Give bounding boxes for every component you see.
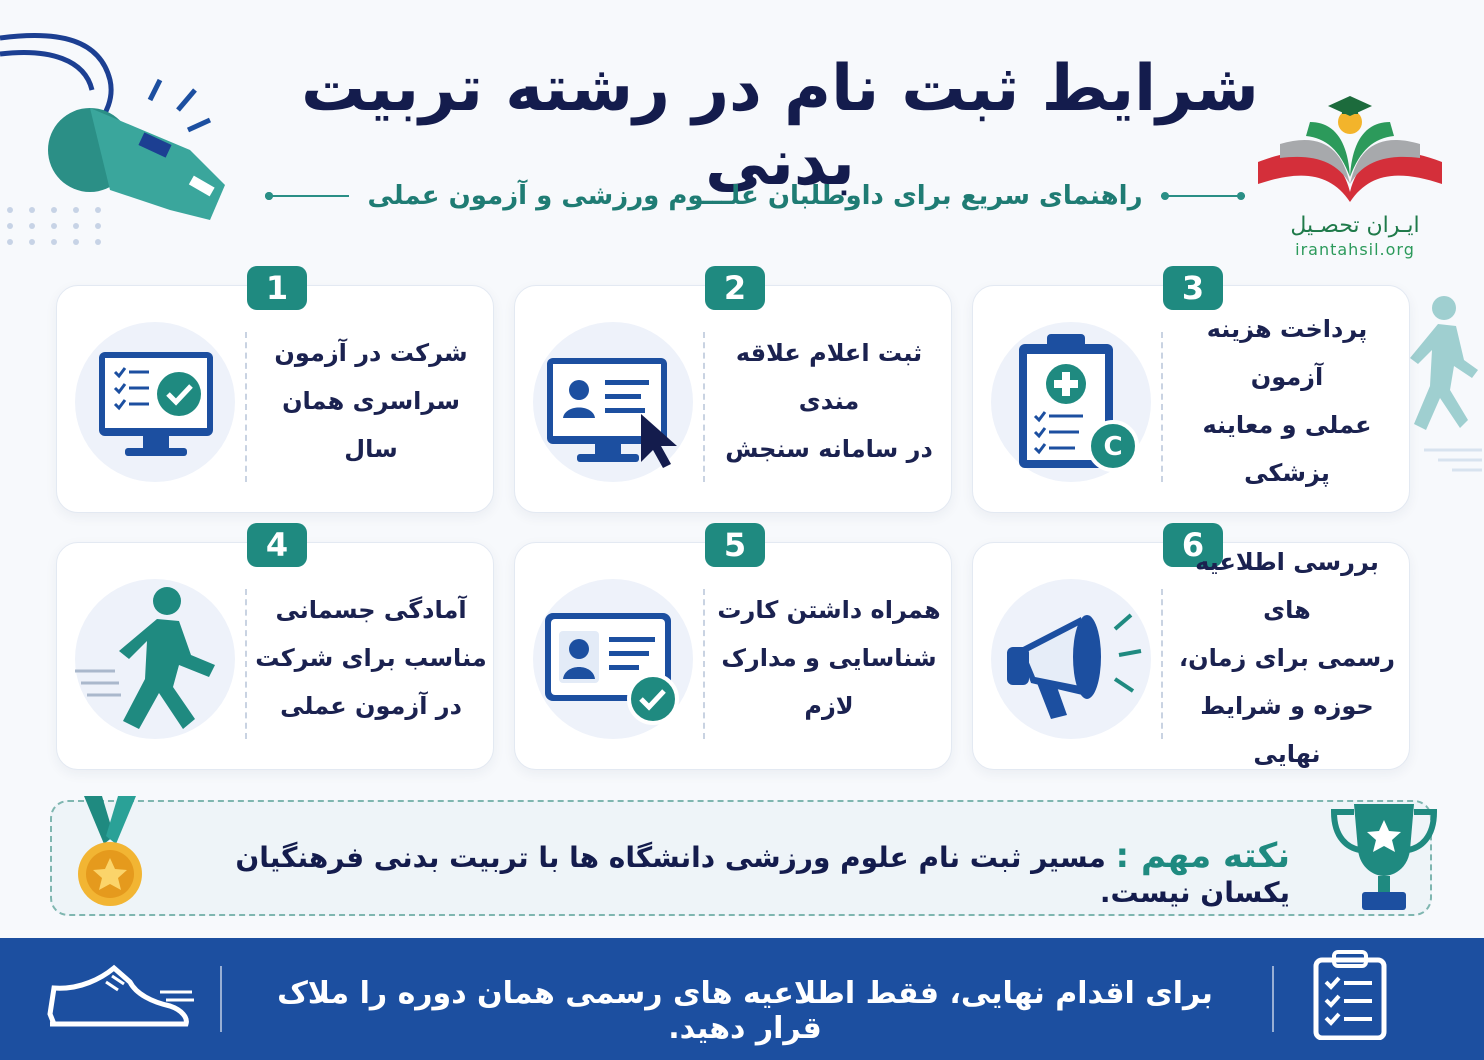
step-text-line: در آزمون عملی bbox=[280, 692, 462, 720]
monitor-checklist-icon bbox=[75, 322, 235, 482]
medical-clipboard-coin-icon bbox=[991, 322, 1151, 482]
medal-icon bbox=[70, 796, 150, 912]
step-text-line: همراه داشتن کارت bbox=[717, 596, 941, 624]
step-text-line: مناسب برای شرکت bbox=[255, 644, 487, 672]
step-text bbox=[1169, 306, 1405, 496]
svg-text:C: C bbox=[1103, 432, 1123, 462]
card-divider bbox=[1161, 589, 1163, 739]
step-icon-circle bbox=[991, 579, 1151, 739]
running-person-icon bbox=[75, 579, 235, 739]
step-card-3 bbox=[972, 269, 1410, 513]
step-text-line: آمادگی جسمانی bbox=[275, 596, 467, 624]
step-text bbox=[711, 563, 947, 753]
step-card-2 bbox=[514, 269, 952, 513]
footer-note: برای اقدام نهایی، فقط اطلاعیه های رسمی همان دوره را ملاک قرار دهید. bbox=[277, 976, 1213, 1046]
step-text-line: عملی و معاینه پزشکی bbox=[1202, 411, 1372, 487]
important-note bbox=[180, 836, 1290, 909]
subtitle-bar bbox=[265, 176, 1245, 216]
step-text-line: حوزه و شرایط نهایی bbox=[1200, 692, 1374, 768]
step-text-line: بررسی اطلاعیه های bbox=[1195, 548, 1379, 624]
page-subtitle: راهنمای سریع برای داوطلبان علـــوم ورزشی و آزمون عملی bbox=[367, 181, 1143, 211]
step-text-line: شرکت در آزمون bbox=[274, 339, 468, 367]
step-card-4 bbox=[56, 526, 494, 770]
step-text-line: ثبت اعلام علاقه مندی bbox=[735, 339, 923, 415]
step-text-line: پرداخت هزینه آزمون bbox=[1206, 315, 1368, 391]
sneaker-icon bbox=[40, 962, 196, 1038]
checklist-clipboard-icon bbox=[1310, 950, 1390, 1040]
runner-decoration-icon bbox=[1404, 290, 1482, 490]
step-icon-circle bbox=[533, 579, 693, 739]
step-icon-circle bbox=[75, 579, 235, 739]
whistle-icon bbox=[0, 20, 250, 250]
step-text-line: رسمی برای زمان، bbox=[1179, 644, 1395, 672]
subtitle-line-left bbox=[265, 195, 349, 197]
step-number-badge: 3 bbox=[1163, 266, 1223, 310]
step-text-line: در سامانه سنجش bbox=[725, 435, 933, 463]
step-icon-circle bbox=[991, 322, 1151, 482]
id-card-check-icon bbox=[533, 579, 693, 739]
step-icon-circle bbox=[75, 322, 235, 482]
step-card-5 bbox=[514, 526, 952, 770]
step-number-badge: 1 bbox=[247, 266, 307, 310]
step-text-line: سراسری همان سال bbox=[282, 387, 460, 463]
note-label: نکته مهم : bbox=[1115, 836, 1290, 876]
subtitle-line-right bbox=[1161, 195, 1245, 197]
step-text bbox=[1169, 548, 1405, 768]
step-card-6 bbox=[972, 526, 1410, 770]
step-icon-circle bbox=[533, 322, 693, 482]
step-number-badge: 6 bbox=[1163, 523, 1223, 567]
step-text bbox=[253, 563, 489, 753]
monitor-profile-cursor-icon bbox=[533, 322, 693, 482]
step-text bbox=[253, 306, 489, 496]
step-text bbox=[711, 306, 947, 496]
card-divider bbox=[245, 332, 247, 482]
page-title: شرایط ثبت نام در رشته تربیت بدنی bbox=[301, 52, 1259, 200]
step-card-1 bbox=[56, 269, 494, 513]
card-divider bbox=[1161, 332, 1163, 482]
footer-divider-left bbox=[220, 966, 222, 1032]
step-text-line: شناسایی و مدارک لازم bbox=[721, 644, 937, 720]
card-divider bbox=[703, 332, 705, 482]
step-number-badge: 5 bbox=[705, 523, 765, 567]
megaphone-icon bbox=[991, 579, 1151, 739]
logo-name: ایـران تحصـیل bbox=[1290, 213, 1420, 238]
trophy-icon bbox=[1328, 798, 1440, 918]
logo-url: irantahsil.org bbox=[1295, 240, 1415, 259]
step-number-badge: 4 bbox=[247, 523, 307, 567]
note-text: مسیر ثبت نام علوم ورزشی دانشگاه ها با تربیت بدنی فرهنگیان یکسان نیست. bbox=[235, 841, 1290, 909]
card-divider bbox=[245, 589, 247, 739]
step-number-badge: 2 bbox=[705, 266, 765, 310]
card-divider bbox=[703, 589, 705, 739]
footer-divider-right bbox=[1272, 966, 1274, 1032]
